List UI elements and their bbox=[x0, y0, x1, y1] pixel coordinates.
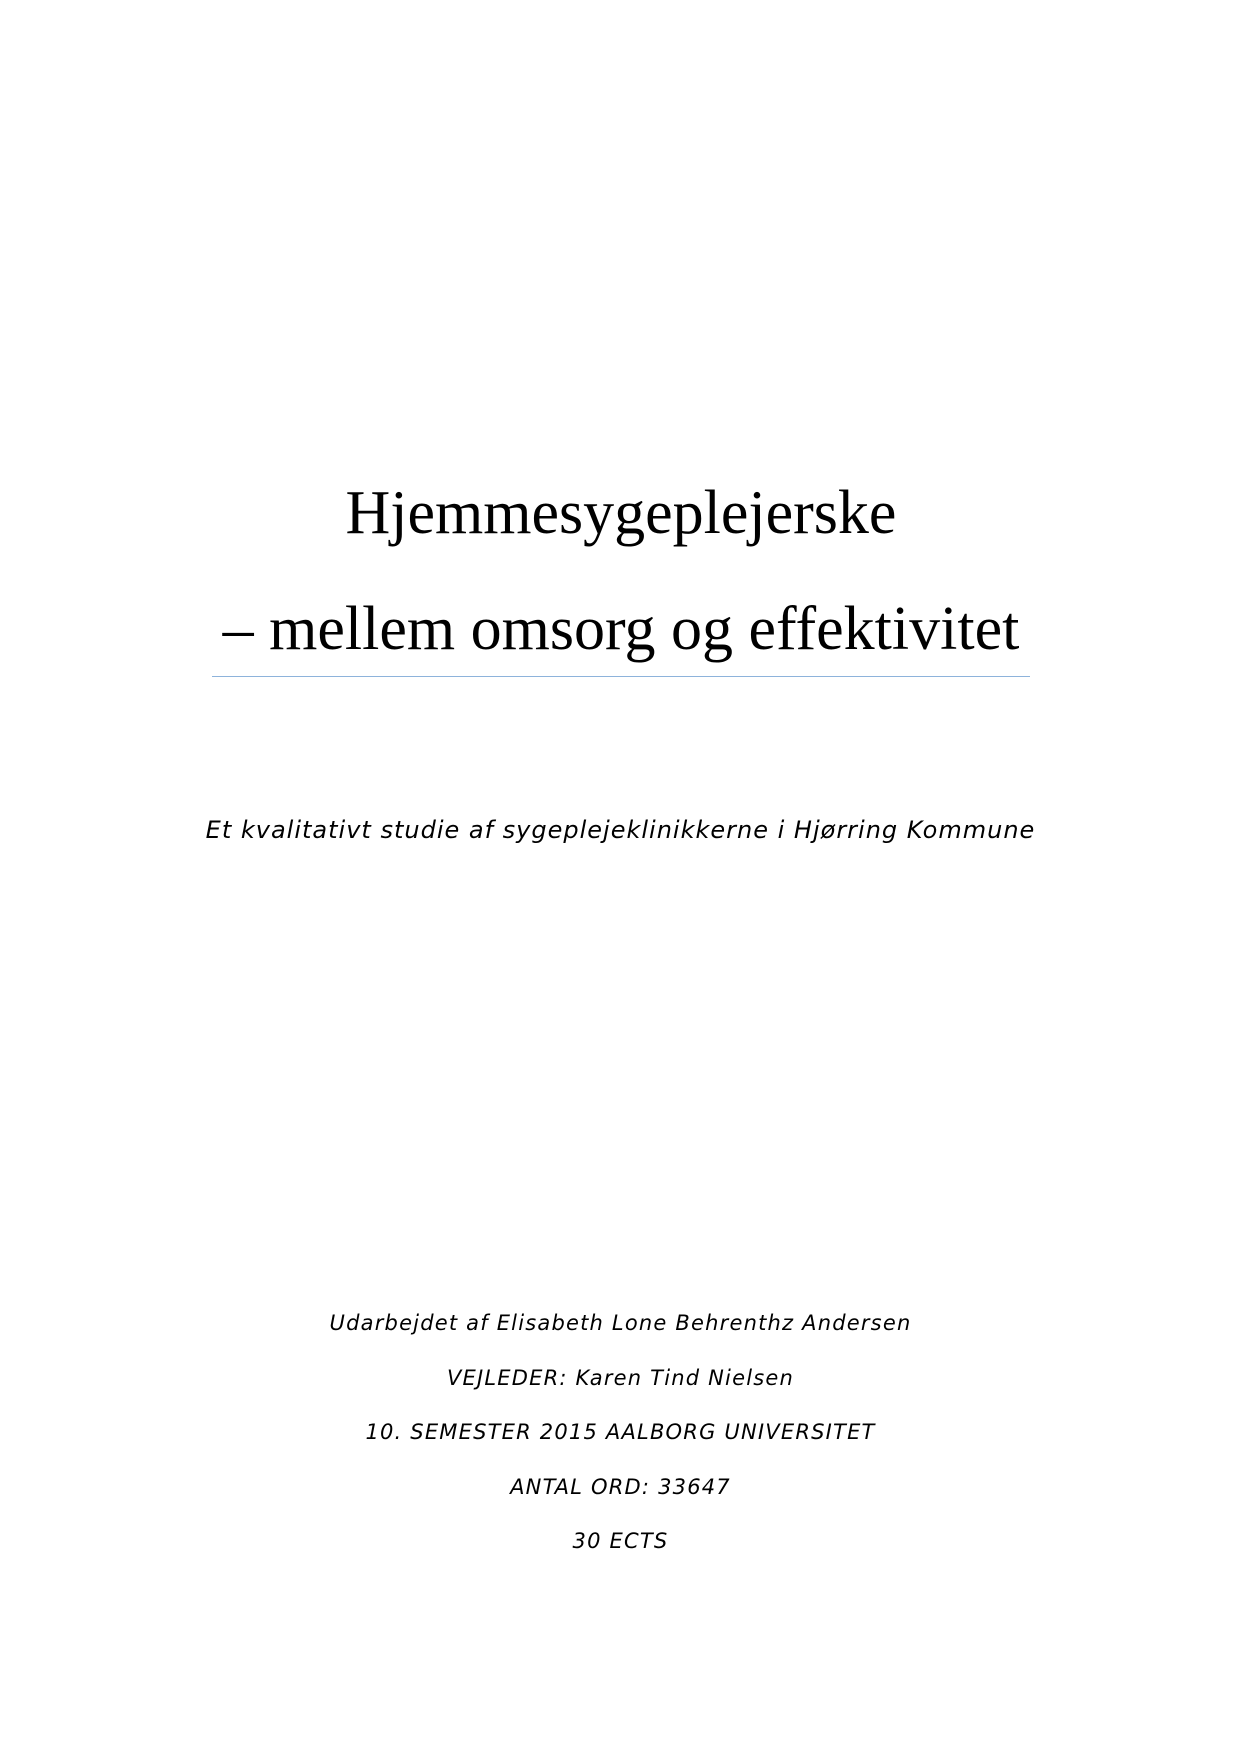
author-line: Udarbejdet af Elisabeth Lone Behrenthz Andersen bbox=[329, 1311, 912, 1335]
title-line-2: – mellem omsorg og effektivitet bbox=[222, 595, 1020, 663]
semester-line: 10. SEMESTER 2015 AALBORG UNIVERSITET bbox=[365, 1420, 876, 1444]
word-count-line: ANTAL ORD: 33647 bbox=[510, 1474, 731, 1499]
ects-line: 30 ECTS bbox=[572, 1529, 669, 1553]
title-underline-divider bbox=[212, 676, 1030, 677]
title-line-1: Hjemmesygeplejerske bbox=[345, 479, 897, 547]
document-details bbox=[200, 1308, 1041, 1581]
document-subtitle: Et kvalitativt studie af sygeplejeklinikkerne i Hjørring Kommune bbox=[205, 816, 1036, 844]
supervisor-line: VEJLEDER: Karen Tind Nielsen bbox=[446, 1365, 795, 1390]
